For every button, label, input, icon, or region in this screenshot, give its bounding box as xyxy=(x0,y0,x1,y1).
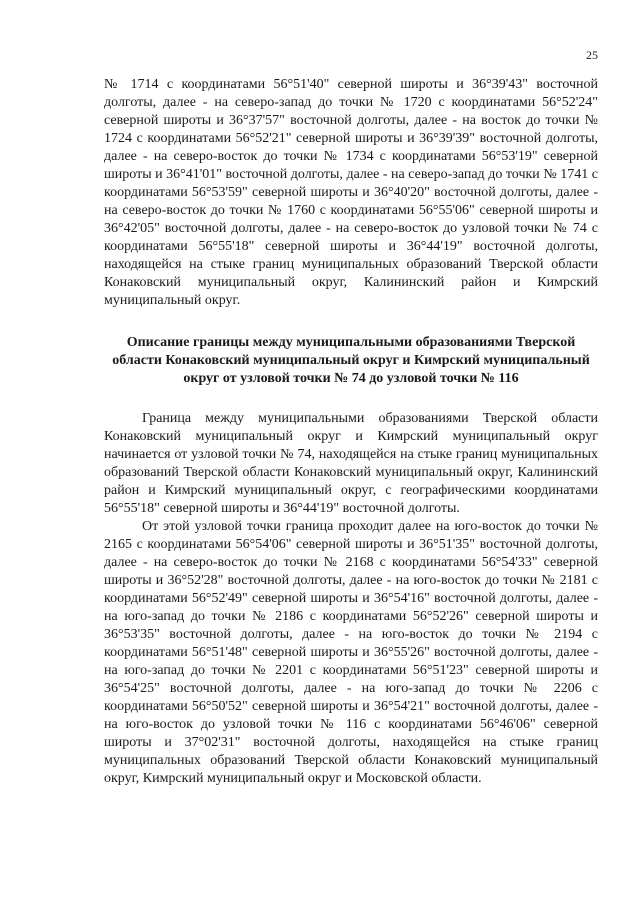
intro-paragraph: Граница между муниципальными образованиями Тверской области Конаковский муниципальный округ и Кимрский муниципальный округ начинается от узловой точки № 74, находящейся на стыке границ муниципальных образований Тверской области Конаковский муниципальный округ, Калининский район и Кимрский муниципальный округ, с географическими координатами 56°55'18" северной широты и 36°44'19" восточной долготы. xyxy=(104,411,598,516)
page-number: 25 xyxy=(586,48,598,62)
continuation-paragraph: № 1714 с координатами 56°51'40" северной широты и 36°39'43" восточной долготы, далее - на северо-запад до точки № 1720 с координатами 56°52'24" северной широты и 36°37'57" восточной долготы, далее - на восток до точки № 1724 с координатами 56°52'21" северной широты и 36°39'39" восточной долготы, далее - на северо-восток до точки № 1734 с координатами 56°53'19" северной широты и 36°41'01" восточной долготы, далее - на северо-запад до точки № 1741 с координатами 56°53'59" северной широты и 36°40'20" восточной долготы, далее - на северо-восток до точки № 1760 с координатами 56°55'06" северной широты и 36°42'05" восточной долготы, далее - на северо-восток до узловой точки № 74 с координатами 56°55'18" северной широты и 36°44'19" восточной долготы, находящейся на стыке границ муниципальных образований Тверской области Конаковский муниципальный округ, Калининский район и Кимрский муниципальный округ. xyxy=(104,77,598,308)
section-heading: Описание границы между муниципальными образованиями Тверской области Конаковский муниципальный округ и Кимрский муниципальный округ от узловой точки № 74 до узловой точки № 116 xyxy=(112,335,590,386)
route-paragraph: От этой узловой точки граница проходит далее на юго-восток до точки № 2165 с координатами 56°54'06" северной широты и 36°51'35" восточной долготы, далее - на северо-восток до точки № 2168 с координатами 56°54'33" северной широты и 36°52'28" восточной долготы, далее - на юго-восток до точки № 2181 с координатами 56°52'49" северной широты и 36°54'16" восточной долготы, далее - на юго-запад до точки № 2186 с координатами 56°52'26" северной широты и 36°53'35" восточной долготы, далее - на юго-восток до точки № 2194 с координатами 56°51'48" северной широты и 36°55'26" восточной долготы, далее - на юго-запад до точки № 2201 с координатами 56°51'23" северной широты и 36°54'25" восточной долготы, далее - на юго-запад до точки № 2206 с координатами 56°50'52" северной широты и 36°54'21" восточной долготы, далее - на юго-восток до узловой точки № 116 с координатами 56°46'06" северной широты и 37°02'31" восточной долготы, находящейся на стыке границ муниципальных образований Тверской области Конаковский муниципальный округ, Кимрский муниципальный округ и Московской области. xyxy=(104,519,598,786)
document-body xyxy=(104,76,598,788)
